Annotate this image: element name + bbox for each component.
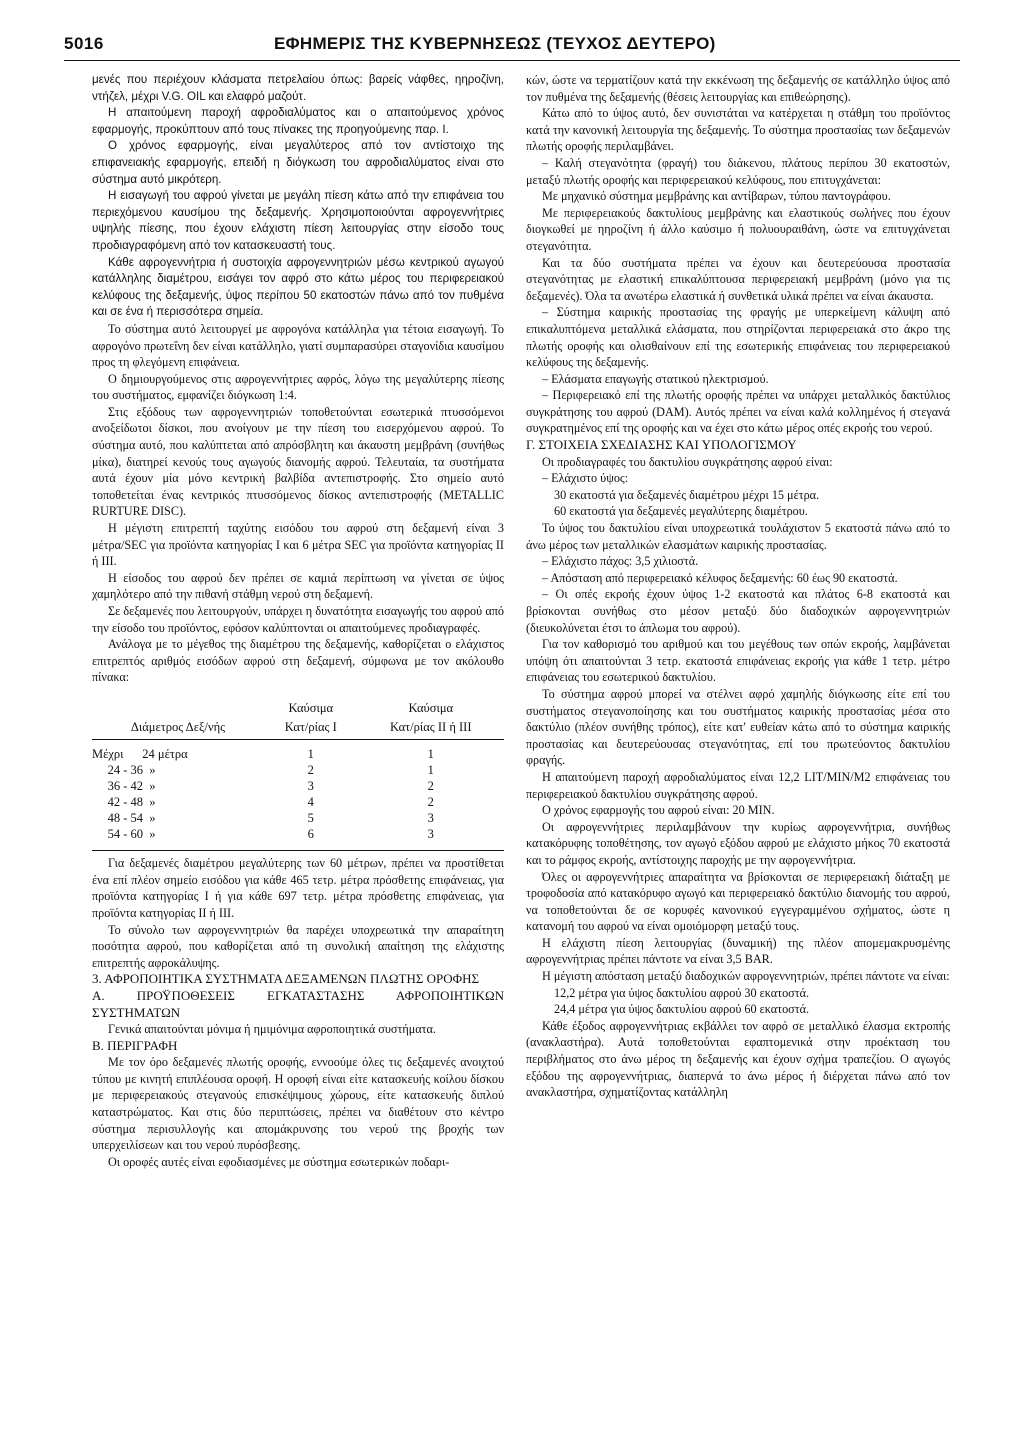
table-header: Κατ/ρίας ΙΙ ή ΙΙΙ [358, 718, 504, 740]
paragraph: Κάθε αφρογεννήτρια ή συστοιχία αφρογεννητριών μέσω κεντρικού αγωγού κατάλληλης διαμέτρου, εισάγει τον αφρό στο κάτω μέρος του περιφερειακού κελύφους της δεξαμενής, ύψος περίπου 50 εκατοστών πάνω από τον πυθμένα και σε ένα ή περισσότερα σημεία. [92, 255, 504, 319]
section-heading: Α. ΠΡΟΫΠΟΘΕΣΕΙΣ ΕΓΚΑΤΑΣΤΑΣΗΣ ΑΦΡΟΠΟΙΗΤΙΚΩΝ ΣΥΣΤΗΜΑΤΩΝ [92, 987, 504, 1020]
paragraph: Ο χρόνος εφαρμογής του αφρού είναι: 20 MIN. [542, 803, 775, 818]
right-column [526, 72, 950, 1101]
paragraph: Η ελάχιστη πίεση λειτουργίας (δυναμική) της πλέον απομεμακρυσμένης αφρογεννήτριας πρέπει πάντοτε να είναι 3,5 BAR. [526, 935, 950, 967]
section-heading: 3. ΑΦΡΟΠΟΙΗΤΙΚΑ ΣΥΣΤΗΜΑΤΑ ΔΕΞΑΜΕΝΩΝ ΠΛΩΤΗΣ ΟΡΟΦΗΣ [92, 971, 480, 987]
entry-points-table [92, 692, 504, 842]
table-cell: 54 - 60 » [92, 827, 156, 842]
paragraph: 12,2 μέτρα για ύψος δακτυλίου αφρού 30 εκατοστά. [554, 985, 810, 1000]
table-cell: 2 [427, 795, 434, 810]
paragraph: 24,4 μέτρα για ύψος δακτυλίου αφρού 60 εκατοστά. [554, 1002, 810, 1017]
paragraph: Για τον καθορισμό του αριθμού και του μεγέθους των οπών εκροής, λαμβάνεται υπόψη ότι απαιτούνται 3 τετρ. εκατοστά επιφάνειας εκροής για κάθε 1 τετρ. μέτρο επιφάνειας του εσωτερικού δακτυλίου. [526, 637, 950, 685]
table-row [92, 740, 504, 763]
paragraph: Σε δεξαμενές που λειτουργούν, υπάρχει η δυνατότητα εισαγωγής του αφρού από την είσοδο του προϊόντος, εφόσον καλύπτονται οι απαιτούμενες προδιαγραφές. [92, 604, 504, 635]
paragraph: κών, ώστε να τερματίζουν κατά την εκκένωση της δεξαμενής σε κατάλληλο ύψος από τον πυθμένα της δεξαμενής (θέσεις λειτουργίας και επιθεώρησης). [526, 73, 950, 104]
paragraph: Η είσοδος του αφρού δεν πρέπει σε καμιά περίπτωση να γίνεται σε ύψος χαμηλότερο από την πιθανή στάθμη νερού στη δεξαμενή. [92, 570, 504, 602]
paragraph: Οι οροφές αυτές είναι εφοδιασμένες με σύστημα εσωτερικών ποδαρι- [108, 1154, 450, 1169]
paragraph: Με τον όρο δεξαμενές πλωτής οροφής, εννοούμε όλες τις δεξαμενές ανοιχτού τύπου με κινητή επιπλέουσα οροφή. Η οροφή είναι είτε κατασκευής κοίλου δίσκου με περιφερειακούς στεγανούς επισκέψιμους χώρους, είτε κατασκευής διπλού καταστρώματος. Και στις δύο περιπτώσεις, πρέπει να διαθέτουν στο κέντρο σύστημα περισυλλογής και απομάκρυνσης του νερού της βροχής των υπερχειλίσεων και του νερού πυρόσβεσης. [92, 1055, 504, 1153]
paragraph: – Περιφερειακό επί της πλωτής οροφής πρέπει να υπάρχει μεταλλικός δακτύλιος συγκράτησης του αφρού (DAM). Αυτός πρέπει να είναι καλά κολλημένος ή στεγανά συγκρατημένος επί της οροφής και να έχει στο κάτω μέρος οπές εκροής του νερού. [526, 388, 950, 436]
table-cell: 3 [427, 811, 434, 826]
table-row [92, 826, 504, 842]
paragraph: Για δεξαμενές διαμέτρου μεγαλύτερης των 60 μέτρων, πρέπει να προστίθεται ένα επί πλέον σημείο εισόδου για κάθε 465 τετρ. μέτρα πρόσθετης επιφάνειας, για προϊόντα κατηγορίας Ι ή για κάθε 697 τετρ. μέτρα πρόσθετης επιφάνειας, για προϊόντα κατηγορίας ΙΙ ή ΙΙΙ. [92, 856, 504, 920]
table-cell: 2 [307, 763, 314, 778]
table-header: Καύσιμα [408, 700, 454, 715]
paragraph: Στις εξόδους των αφρογεννητριών τοποθετούνται εσωτερικά πτυσσόμενοι ανοξείδωτοι δίσκοι, που ανοίγουν με την πίεση του εισερχόμενου αφρού. Το σύστημα αυτό, που καλύπτεται από απρόσβλητη και άκαυστη μεμβράνη (συνήθως μίκα), διατηρεί κενούς τους αγωγούς διανομής αφρού. Τελευταία, τα συστήματα αυτά έχουν μία μόνο κεντρική βαλβίδα αντεπιστροφής. Στο σημείο αυτό τοποθετείται ένας κεντρικός πτυσσόμενος δίσκος αντεπιστροφής (METALLIC RURTURE DISC). [92, 404, 504, 519]
paragraph: Η μέγιστη απόσταση μεταξύ διαδοχικών αφρογεννητριών, πρέπει πάντοτε να είναι: [542, 969, 950, 984]
paragraph: Με μηχανικό σύστημα μεμβράνης και αντίβαρων, τύπου παντογράφου. [542, 189, 891, 204]
left-column [92, 72, 504, 1170]
table-bottom-rule [92, 850, 504, 851]
table-header: Κατ/ρίας Ι [264, 718, 358, 740]
table-cell: 1 [307, 747, 314, 762]
paragraph: Με περιφερειακούς δακτυλίους μεμβράνης και ελαστικούς σωλήνες που έχουν διογκωθεί με ηηροζίνη ή άλλο καύσιμο ή πολυουραιθάνη, ώστε να επιτυγχάνεται στεγανότητα. [526, 205, 950, 253]
table-row [92, 794, 504, 810]
paragraph: Ο χρόνος εφαρμογής, είναι μεγαλύτερος από τον αντίστοιχο της επιφανειακής εφαρμογής, επειδή η διόγκωση του αφροδιαλύματος είναι στο σύστημα αυτό μικρότερη. [92, 139, 504, 186]
header-rule [64, 60, 960, 61]
table-cell: 3 [427, 827, 434, 842]
paragraph: – Καλή στεγανότητα (φραγή) του διάκενου, πλάτους περίπου 30 εκατοστών, μεταξύ πλωτής οροφής και περιφερειακού κελύφους, που επιτυγχάνεται: [526, 155, 950, 187]
paragraph: Η απαιτούμενη παροχή αφροδιαλύματος και ο απαιτούμενος χρόνος εφαρμογής, προκύπτουν από τους πίνακες της προηγούμενης παρ. Ι. [92, 106, 504, 136]
paragraph: Γενικά απαιτούνται μόνιμα ή ημιμόνιμα αφροποιητικά συστήματα. [108, 1022, 436, 1037]
table-cell: 42 - 48 » [92, 795, 156, 810]
paragraph: Οι προδιαγραφές του δακτυλίου συγκράτησης αφρού είναι: [542, 454, 833, 469]
page-number: 5016 [64, 34, 104, 53]
paragraph: Το ύψος του δακτυλίου είναι υποχρεωτικά τουλάχιστον 5 εκατοστά πάνω από το άνω μέρος των μεταλλικών ελασμάτων καιρικής προστασίας. [526, 521, 950, 552]
table-row [92, 778, 504, 794]
table-row [92, 762, 504, 778]
table-cell: Μέχρι 24 μέτρα [92, 747, 188, 762]
table-cell: 6 [307, 827, 314, 842]
paragraph: Η μέγιστη επιτρεπτή ταχύτης εισόδου του αφρού στη δεξαμενή είναι 3 μέτρα/SEC για προϊόντα κατηγορίας Ι και 6 μέτρα SEC για προϊόντα κατηγορίας ΙΙ ή ΙΙΙ. [92, 521, 504, 569]
table-cell: 48 - 54 » [92, 811, 156, 826]
paragraph: – Ελάσματα επαγωγής στατικού ηλεκτρισμού. [542, 371, 769, 386]
paragraph: 30 εκατοστά για δεξαμενές διαμέτρου μέχρι 15 μέτρα. [554, 487, 820, 502]
table-cell: 5 [307, 811, 314, 826]
paragraph: Ανάλογα με το μέγεθος της διαμέτρου της δεξαμενής, καθορίζεται ο ελάχιστος επιτρεπτός αριθμός εισόδων αφρού στη δεξαμενή, σύμφωνα με τον ακόλουθο πίνακα: [92, 637, 504, 685]
paragraph: – Ελάχιστο ύψος: [542, 471, 629, 486]
section-heading: Β. ΠΕΡΙΓΡΑΦΗ [92, 1037, 178, 1053]
paragraph: 60 εκατοστά για δεξαμενές μεγαλύτερης διαμέτρου. [554, 504, 808, 519]
paragraph: – Σύστημα καιρικής προστασίας της φραγής με υπερκείμενη κάλυψη από επικαλυπτόμενα μεταλλικά ελάσματα, που στηρίζονται περιφερειακά στο άκρο της πλωτής οροφής και ολισθαίνουν επί της εσωτερικής επιφάνειας του περιφερειακού κελύφους της δεξαμενής. [526, 305, 950, 370]
paragraph: – Απόσταση από περιφερειακό κέλυφος δεξαμενής: 60 έως 90 εκατοστά. [542, 570, 898, 585]
paragraph: Και τα δύο συστήματα πρέπει να έχουν και δευτερεύουσα προστασία στεγανότητας με ελαστική επικαλύπτουσα περιφερειακή μεμβράνη (μόνο για τις δεξαμενές). Όλα τα ανωτέρω ελαστικά ή συνθετικά υλικά πρέπει να είναι άκαυστα. [526, 255, 950, 303]
table-header: Καύσιμα [288, 700, 334, 715]
paragraph: – Ελάχιστο πάχος: 3,5 χιλιοστά. [542, 554, 699, 569]
paragraph: Η απαιτούμενη παροχή αφροδιαλύματος είναι 12,2 LIT/MIN/M2 επιφάνειας του περιφερειακού δακτυλίου συγκράτησης αφρού. [526, 769, 950, 801]
section-heading: Γ. ΣΤΟΙΧΕΙΑ ΣΧΕΔΙΑΣΗΣ ΚΑΙ ΥΠΟΛΟΓΙΣΜΟΥ [526, 437, 797, 453]
paragraph: – Οι οπές εκροής έχουν ύψος 1-2 εκατοστά και πλάτος 6-8 εκατοστά και βρίσκονται συνήθως στο μέσον μεταξύ δύο διαδοχικών αφρογεννητριών (διευκολύνεται έτσι το άπλωμα του αφρού). [526, 587, 950, 635]
table-cell: 4 [307, 795, 314, 810]
table-header: Διάμετρος Δεξ/νής [92, 718, 264, 740]
paragraph: Όλες οι αφρογεννήτριες απαραίτητα να βρίσκονται σε περιφερειακή διάταξη με τροφοδοσία από κατακόρυφο αγωγό και περιφερειακό δακτύλιο διανομής του αφρού, να τοποθετούνται δε σε κορυφές κανονικού εγγεγραμμένου σχήματος, ώστε η κατανομή του αφρού να είναι ομοιόμορφη μεταξύ τους. [526, 869, 950, 934]
paragraph: Ο δημιουργούμενος στις αφρογεννήτριες αφρός, λόγω της μεγαλύτερης πίεσης του συστήματος, εμφανίζει διόγκωση 1:4. [92, 371, 504, 403]
gazette-title: ΕΦΗΜΕΡΙΣ ΤΗΣ ΚΥΒΕΡΝΗΣΕΩΣ (ΤΕΥΧΟΣ ΔΕΥΤΕΡΟ) [274, 34, 716, 53]
table-cell: 1 [427, 763, 434, 778]
table-cell: 24 - 36 » [92, 763, 156, 778]
table-row [92, 810, 504, 826]
paragraph: Το σύστημα αυτό λειτουργεί με αφρογόνα κατάλληλα για τέτοια εισαγωγή. Το αφρογόνο πρωτεΐνη δεν είναι κατάλληλο, γιατί συμπαρασύρει σταγονίδια καυσίμου προς τη φλεγόμενη επιφάνεια. [92, 321, 504, 370]
table-cell: 1 [427, 747, 434, 762]
paragraph: Το σύνολο των αφρογεννητριών θα παρέχει υποχρεωτικά την απαραίτητη ποσότητα αφρού, που καθορίζεται από τη συνολική απαίτηση της ελάχιστης επιτρεπτής αφροκάλυψης. [92, 922, 504, 970]
paragraph: Το σύστημα αφρού μπορεί να στέλνει αφρό χαμηλής διόγκωσης είτε επί του συστήματος στεγανοποίησης και του συστήματος καιρικής προστασίας μέσα στο δακτύλιο (πλέον συνήθης τρόπος), είτε κατ' ευθείαν κάτω από το σύστημα καιρικής προστασίας και δευτερεύουσας στεγανότητας, επί του πρωτεύοντος δακτυλίου φραγής. [526, 686, 950, 768]
paragraph: Κάθε έξοδος αφρογεννήτριας εκβάλλει τον αφρό σε μεταλλικό έλασμα εκτροπής (ανακλαστήρα). Αυτά τοποθετούνται εφαπτομενικά στην προέκταση του περιβλήματος στο άνω μέρος τη δεξαμενής και έχουν σχήμα τραπεζίου. Ο αγωγός εξόδου της αφρογεννήτριας, διαπερνά το άνω μέρος ή διέρχεται πάνω από τον ανακλαστήρα, σχηματίζοντας κατάλληλη [526, 1018, 950, 1100]
paragraph: Οι αφρογεννήτριες περιλαμβάνουν την κυρίως αφρογεννήτρια, συνήθως κατακόρυφης τοποθέτησης, τον αγωγό εξόδου αφρού με ελάχιστο μήκος 70 εκατοστά και το ράμφος εκροής, αντίστοιχης παροχής με την αφρογεννήτρια. [526, 819, 950, 867]
table-cell: 36 - 42 » [92, 779, 156, 794]
paragraph: Η εισαγωγή του αφρού γίνεται με μεγάλη πίεση κάτω από την επιφάνεια του περιεχόμενου καυσίμου της δεξαμενής. Χρησιμοποιούνται αφρογεννήτριες υψηλής πίεσης, που έχουν ελάχιστη πίεση λειτουργίας στην είσοδο τους προδιαγραφόμενη από τον κατασκευαστή τους. [92, 189, 504, 252]
paragraph: Κάτω από το ύψος αυτό, δεν συνιστάται να κατέρχεται η στάθμη του προϊόντος κατά την κανονική λειτουργία της δεξαμενής. Το σύστημα προστασίας των δεξαμενών πλωτής οροφής περιλαμβάνει. [526, 106, 950, 154]
paragraph: μενές που περιέχουν κλάσματα πετρελαίου όπως: βαρείς νάφθες, ηηροζίνη, ντήζελ, μέχρι V.G. OIL και ελαφρό μαζούτ. [92, 73, 504, 103]
table-cell: 3 [307, 779, 314, 794]
table-cell: 2 [427, 779, 434, 794]
